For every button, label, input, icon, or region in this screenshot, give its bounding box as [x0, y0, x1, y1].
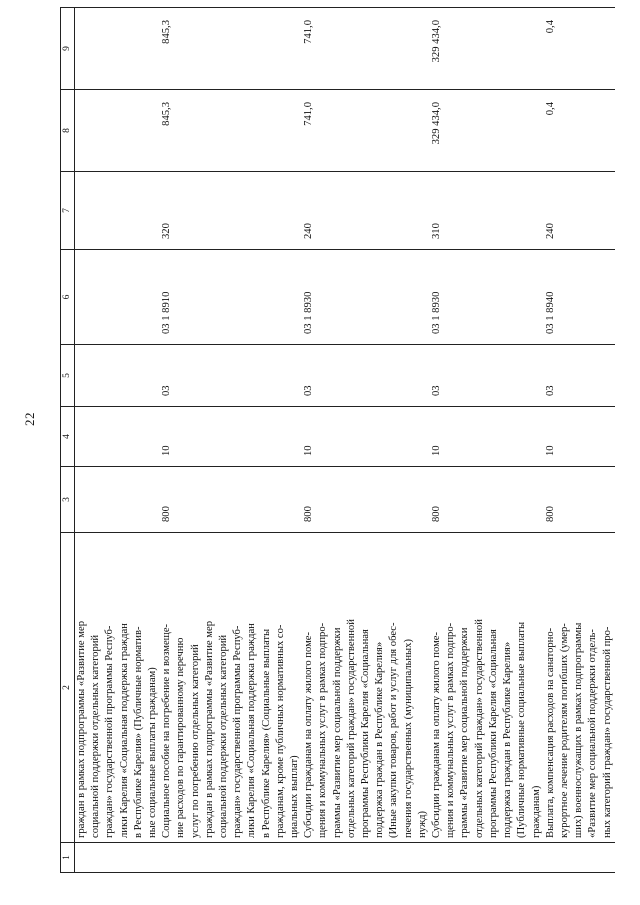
cell-description: Субсидии гражданам на оплату жилого поме- щения и коммунальных услуг в рамках подпро- граммы «Развитие мер социальной поддержки отдельных категорий граждан» государственной программы Республики Карелия «Социальная поддержка граждан в Республике Карелия» (Иные закупки товаров, работ и услуг для обес- печения государственных (муниципальных) нужд)	[302, 533, 430, 843]
header-col-5: 5	[61, 345, 75, 407]
table-row	[544, 8, 615, 873]
table-row	[302, 8, 430, 873]
cell-col-5: 03	[544, 345, 615, 407]
cell-description: граждан в рамках подпрограммы «Развитие мер социальной поддержки отдельных категорий граждан» государственной программы Респуб- лики Карелия «Социальная поддержка граждан в Республике Карелия» (Публичные норматив- ные социальные выплаты гражданам)	[75, 533, 161, 843]
cell-col-3: 800	[302, 467, 430, 533]
header-col-9: 9	[61, 8, 75, 90]
cell-col-5: 03	[302, 345, 430, 407]
cell-col-6: 03 1 8930	[302, 250, 430, 345]
cell-col-3: 800	[544, 467, 615, 533]
header-col-7: 7	[61, 172, 75, 250]
cell-col-3	[75, 467, 161, 533]
page-number: 22	[22, 412, 37, 426]
cell-col-1	[160, 843, 302, 873]
cell-col-9: 0,4	[544, 8, 615, 90]
cell-col-5: 03	[160, 345, 302, 407]
header-col-6: 6	[61, 250, 75, 345]
cell-col-4: 10	[302, 407, 430, 467]
table-row	[160, 8, 302, 873]
cell-col-9	[75, 8, 161, 90]
cell-col-8: 329 434,0	[430, 90, 544, 172]
cell-col-9: 845,3	[160, 8, 302, 90]
cell-col-4: 10	[160, 407, 302, 467]
cell-col-6: 03 1 8910	[160, 250, 302, 345]
cell-col-8: 845,3	[160, 90, 302, 172]
cell-col-7: 240	[302, 172, 430, 250]
rotated-page	[60, 8, 613, 873]
cell-col-1	[302, 843, 430, 873]
cell-description: Субсидии гражданам на оплату жилого поме- щения и коммунальных услуг в рамках подпро- граммы «Развитие мер социальной поддержки отдельных категорий граждан» государственной программы Республики Карелия «Социальная поддержка граждан в Республике Карелия» (Публичные нормативные социальные выплаты гражданам)	[430, 533, 544, 843]
cell-col-5: 03	[430, 345, 544, 407]
header-col-8: 8	[61, 90, 75, 172]
header-col-4: 4	[61, 407, 75, 467]
table-row	[75, 8, 161, 873]
cell-col-1	[430, 843, 544, 873]
cell-col-5	[75, 345, 161, 407]
header-col-3: 3	[61, 467, 75, 533]
cell-col-4	[75, 407, 161, 467]
cell-col-4: 10	[544, 407, 615, 467]
cell-col-4: 10	[430, 407, 544, 467]
cell-col-3: 800	[160, 467, 302, 533]
header-col-1: 1	[61, 843, 75, 873]
cell-col-9: 741,0	[302, 8, 430, 90]
cell-col-8	[75, 90, 161, 172]
cell-col-7: 240	[544, 172, 615, 250]
cell-col-8: 0,4	[544, 90, 615, 172]
cell-col-1	[75, 843, 161, 873]
header-col-2: 2	[61, 533, 75, 843]
cell-col-8: 741,0	[302, 90, 430, 172]
cell-col-6: 03 1 8940	[544, 250, 615, 345]
cell-col-6	[75, 250, 161, 345]
cell-description: Выплата, компенсация расходов на санаторно- курортное лечение родителям погибших (умер- ших) военнослужащих в рамках подпрограммы «Развитие мер социальной поддержки отдель- ных категорий граждан» государственной про-	[544, 533, 615, 843]
cell-description: Социальное пособие на погребение и возмеще- ние расходов по гарантированному перечню услуг по погребению отдельных категорий граждан в рамках подпрограммы «Развитие мер социальной поддержки отдельных категорий граждан» государственной программы Респуб- лики Карелия «Социальная поддержка граждан в Республике Карелия» (Социальные выплаты гражданам, кроме публичных нормативных со- циальных выплат)	[160, 533, 302, 843]
budget-table	[60, 7, 615, 873]
table-row	[430, 8, 544, 873]
cell-col-7: 320	[160, 172, 302, 250]
cell-col-1	[544, 843, 615, 873]
cell-col-3: 800	[430, 467, 544, 533]
cell-col-7: 310	[430, 172, 544, 250]
cell-col-9: 329 434,0	[430, 8, 544, 90]
cell-col-6: 03 1 8930	[430, 250, 544, 345]
header-row	[61, 8, 75, 873]
cell-col-7	[75, 172, 161, 250]
